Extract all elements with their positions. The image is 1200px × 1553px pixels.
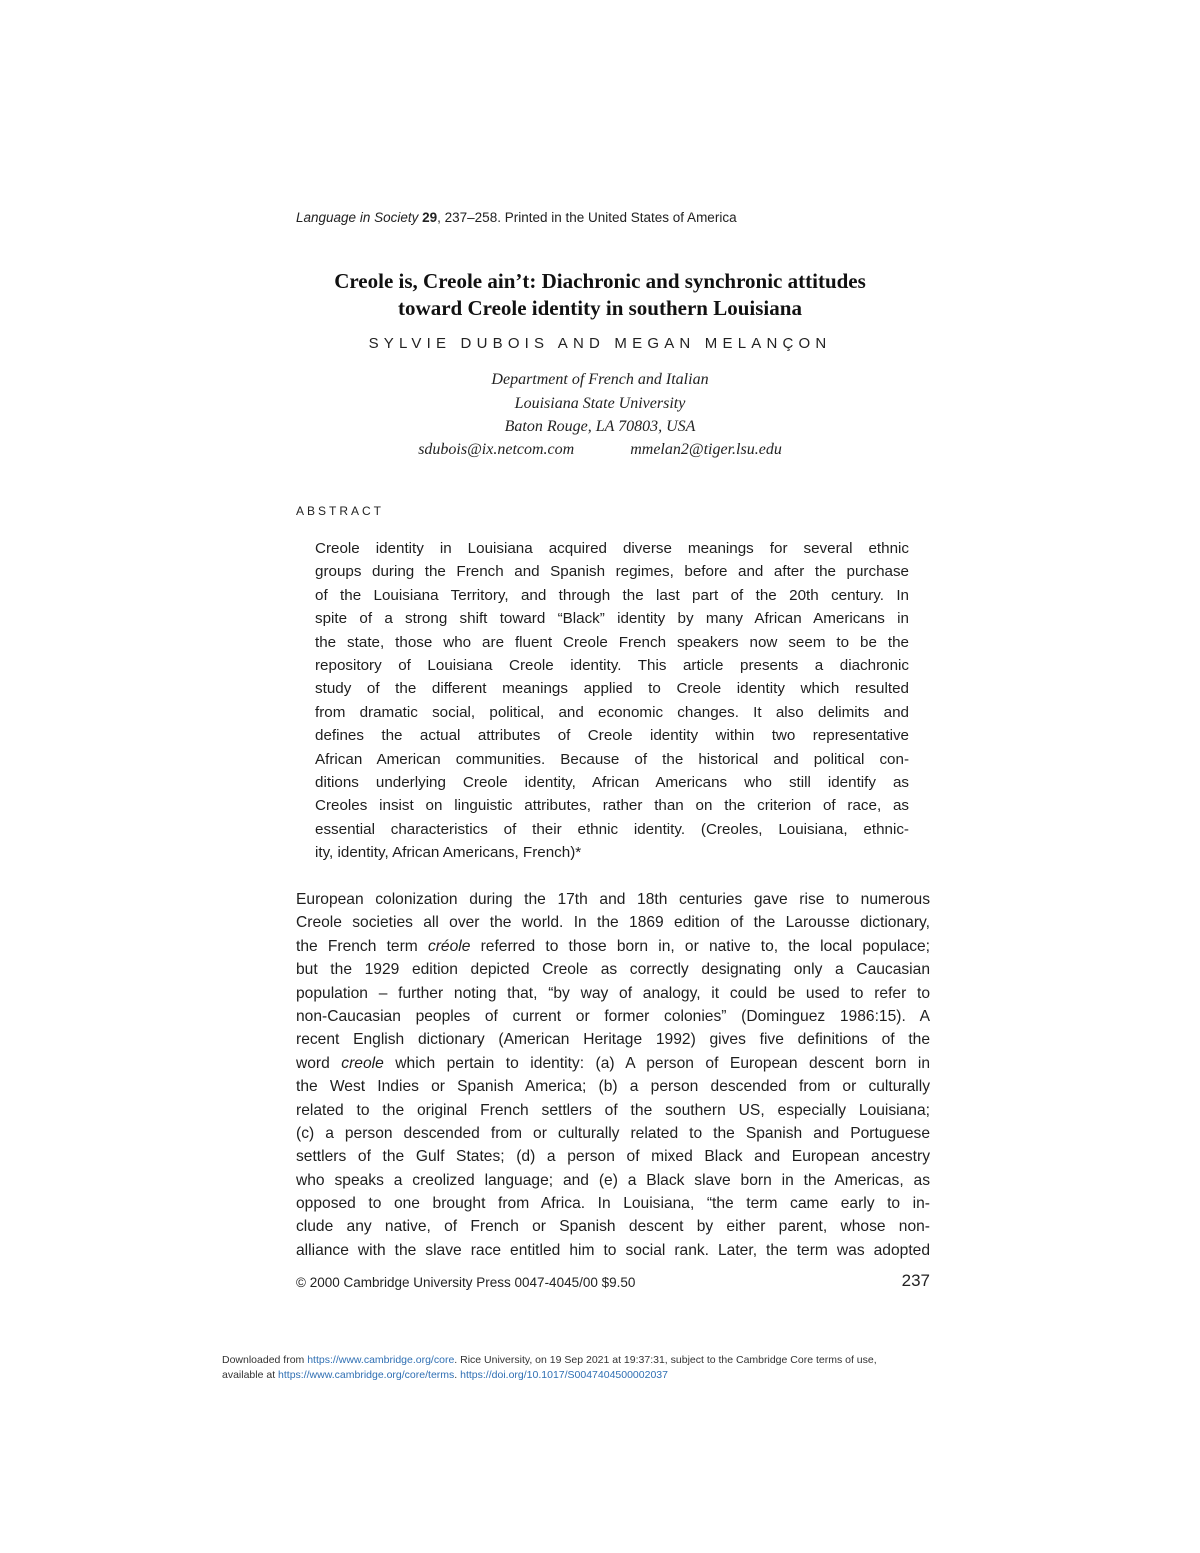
body-line: non-Caucasian peoples of current or former colonies” (Dominguez 1986:15). A <box>296 1007 930 1025</box>
affiliation-university: Louisiana State University <box>514 395 686 412</box>
body-line: recent English dictionary (American Heritage 1992) gives five definitions of the <box>296 1031 930 1049</box>
body-line: European colonization during the 17th and 18th centuries gave rise to numerous <box>296 891 930 908</box>
title-line-1: Creole is, Creole ain’t: Diachronic and synchronic attitudes <box>334 269 866 293</box>
body-line: population – further noting that, “by way of analogy, it could be used to refer to <box>296 984 930 1002</box>
page-number: 237 <box>901 1271 930 1290</box>
body-line: word creole which pertain to identity: (a) A person of European descent born in <box>296 1054 930 1072</box>
abstract-line: study of the different meanings applied to Creole identity which resulted <box>315 680 909 698</box>
affiliation-department: Department of French and Italian <box>491 371 709 388</box>
affiliation-city: Baton Rouge, LA 70803, USA <box>504 418 696 435</box>
abstract-line: groups during the French and Spanish regimes, before and after the purchase <box>315 563 909 581</box>
journal-volume: 29 <box>422 210 438 225</box>
abstract-line: ity, identity, African Americans, French)* <box>315 844 582 862</box>
term-creole-english: creole <box>341 1054 384 1072</box>
body-line: the French term créole referred to those born in, or native to, the local populace; <box>296 937 930 955</box>
journal-citation <box>296 210 737 225</box>
journal-pages: , 237–258. Printed in the United States of America <box>437 210 737 225</box>
body-line: Creole societies all over the world. In the 1869 edition of the Larousse dictionary, <box>296 914 930 932</box>
terms-link[interactable]: https://www.cambridge.org/core/terms <box>278 1369 455 1381</box>
abstract-line: African American communities. Because of the historical and political con- <box>315 750 909 768</box>
abstract-line: spite of a strong shift toward “Black” identity by many African Americans in <box>315 610 909 628</box>
author-emails <box>240 441 960 459</box>
body-line: the West Indies or Spanish America; (b) a person descended from or culturally <box>296 1078 930 1096</box>
body-line: clude any native, of French or Spanish descent by either parent, whose non- <box>296 1218 930 1236</box>
body-text <box>296 888 930 1262</box>
title-line-2: toward Creole identity in southern Louisiana <box>398 296 802 320</box>
body-line: opposed to one brought from Africa. In Louisiana, “the term came early to in- <box>296 1195 930 1213</box>
article-title <box>240 268 960 322</box>
body-line: (c) a person descended from or culturally related to the Spanish and Portuguese <box>296 1124 930 1142</box>
term-creole-french: créole <box>427 937 471 955</box>
article-authors: SYLVIE DUBOIS AND MEGAN MELANÇON <box>368 335 832 352</box>
abstract-line: of the Louisiana Territory, and through the last part of the 20th century. In <box>315 586 909 604</box>
download-line-2: available at https://www.cambridge.org/core/terms. https://doi.org/10.1017/S0047404500002037 <box>222 1369 668 1381</box>
abstract-line: ditions underlying Creole identity, African Americans who still identify as <box>315 773 909 791</box>
cambridge-core-link[interactable]: https://www.cambridge.org/core <box>307 1354 455 1366</box>
abstract-line: Creole identity in Louisiana acquired diverse meanings for several ethnic <box>315 540 909 557</box>
email-dubois[interactable]: sdubois@ix.netcom.com <box>418 441 575 458</box>
abstract-line: from dramatic social, political, and economic changes. It also delimits and <box>315 703 909 721</box>
abstract-line: essential characteristics of their ethnic identity. (Creoles, Louisiana, ethnic- <box>315 820 909 838</box>
body-line: who speaks a creolized language; and (e) a Black slave born in the Americas, as <box>296 1171 930 1189</box>
doi-link[interactable]: https://doi.org/10.1017/S0047404500002037 <box>460 1369 668 1381</box>
body-line: settlers of the Gulf States; (d) a person of mixed Black and European ancestry <box>296 1148 930 1166</box>
body-line: related to the original French settlers of the southern US, especially Louisiana; <box>296 1101 930 1119</box>
abstract-line: defines the actual attributes of Creole identity within two representative <box>315 727 909 745</box>
abstract-line: repository of Louisiana Creole identity. This article presents a diachronic <box>315 656 909 674</box>
abstract-text <box>315 537 909 864</box>
download-notice <box>222 1353 877 1383</box>
body-line: alliance with the slave race entitled him to social rank. Later, the term was adopted <box>296 1241 930 1259</box>
email-melancon[interactable]: mmelan2@tiger.lsu.edu <box>630 441 782 458</box>
body-line: but the 1929 edition depicted Creole as correctly designating only a Caucasian <box>296 961 930 979</box>
abstract-heading: ABSTRACT <box>296 504 385 518</box>
abstract-line: the state, those who are fluent Creole French speakers now seem to be the <box>315 633 909 651</box>
download-line-1: Downloaded from https://www.cambridge.org/core. Rice University, on 19 Sep 2021 at 19:37:31, subject to the Cambridge Core terms of use, <box>222 1354 877 1366</box>
abstract-line: Creoles insist on linguistic attributes, rather than on the criterion of race, as <box>315 797 909 815</box>
copyright-notice: © 2000 Cambridge University Press 0047-4045/00 $9.50 <box>296 1275 636 1290</box>
journal-name: Language in Society <box>296 210 419 225</box>
